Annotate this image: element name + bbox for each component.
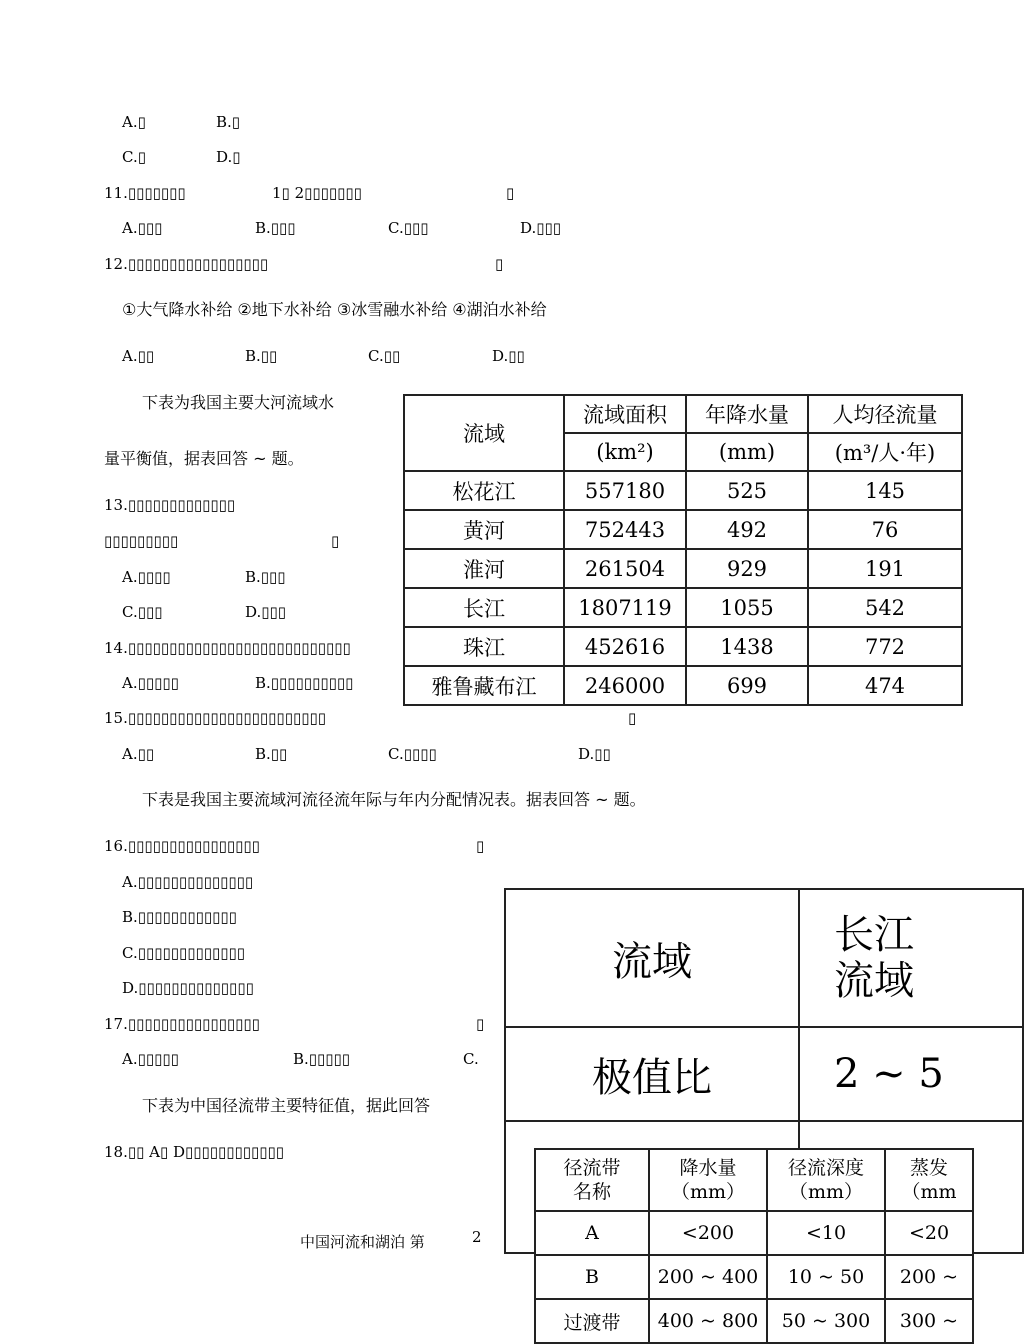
basin-runoff: 772 <box>808 627 962 666</box>
basin-area: 246000 <box>564 666 686 705</box>
q12-option-b: B.▯▯ <box>245 347 278 365</box>
q14-option-a: A.▯▯▯▯▯ <box>122 674 179 692</box>
q16-option-b: B.▯▯▯▯▯▯▯▯▯▯▯▯ <box>122 908 237 926</box>
basin-precip: 929 <box>686 549 808 588</box>
basin-precip: 1438 <box>686 627 808 666</box>
q11-option-a: A.▯▯▯ <box>122 219 163 237</box>
unit-precip: (mm) <box>686 433 808 471</box>
q13-option-b: B.▯▯▯ <box>245 568 286 586</box>
option-a: A.▯ <box>122 113 146 131</box>
table-row <box>535 1299 973 1343</box>
question-15-bracket: ▯ <box>628 709 637 727</box>
footer-title: 中国河流和湖泊 第 <box>300 1233 425 1251</box>
supply-options: ①大气降水补给 ②地下水补给 ③冰雪融水补给 ④湖泊水补给 <box>122 300 547 319</box>
basin-precip: 492 <box>686 510 808 549</box>
belt-depth: <10 <box>767 1211 885 1255</box>
basin-area: 752443 <box>564 510 686 549</box>
runoff-belt-table <box>534 1148 974 1344</box>
header-depth-line2: （mm） <box>788 1181 864 1203</box>
q11-option-c: C.▯▯▯ <box>388 219 429 237</box>
belt-precip: <200 <box>649 1211 767 1255</box>
q12-option-a: A.▯▯ <box>122 347 155 365</box>
intro-2: 下表是我国主要流域河流径流年际与年内分配情况表。据表回答 ~ 题。 <box>142 790 646 809</box>
basin-area: 261504 <box>564 549 686 588</box>
table-row <box>535 1211 973 1255</box>
cell-extreme-ratio-label: 极值比 <box>505 1027 799 1121</box>
q16-option-a: A.▯▯▯▯▯▯▯▯▯▯▯▯▯▯ <box>122 873 254 891</box>
basin-name: 珠江 <box>404 627 564 666</box>
question-13-cont: ▯▯▯▯▯▯▯▯▯ <box>104 532 179 550</box>
page-number: 2 <box>472 1228 482 1246</box>
basin-area: 1807119 <box>564 588 686 627</box>
basin-runoff: 474 <box>808 666 962 705</box>
header-basin: 流域 <box>404 395 564 471</box>
question-15: 15.▯▯▯▯▯▯▯▯▯▯▯▯▯▯▯▯▯▯▯▯▯▯▯▯ <box>104 709 326 727</box>
intro-1b: 量平衡值，据表回答 ~ 题。 <box>104 449 304 468</box>
basin-area: 557180 <box>564 471 686 510</box>
question-18: 18.▯▯ A▯ D▯▯▯▯▯▯▯▯▯▯▯▯ <box>104 1143 285 1161</box>
q15-option-a: A.▯▯ <box>122 745 155 763</box>
header-belt-line2: 名称 <box>572 1181 611 1203</box>
cell-extreme-ratio-value: 2 ~ 5 <box>799 1027 1023 1121</box>
header-evap-line1: 蒸发 <box>909 1157 948 1179</box>
header-precipitation <box>649 1149 767 1211</box>
belt-precip: 400 ~ 800 <box>649 1299 767 1343</box>
question-16-bracket: ▯ <box>476 837 485 855</box>
header-belt-line1: 径流带 <box>563 1157 621 1179</box>
basin-name: 雅鲁藏布江 <box>404 666 564 705</box>
q13-option-c: C.▯▯▯ <box>122 603 163 621</box>
belt-depth: 50 ~ 300 <box>767 1299 885 1343</box>
basin-precip: 525 <box>686 471 808 510</box>
cell-basin-label: 流域 <box>505 889 799 1027</box>
option-c: C.▯ <box>122 148 146 166</box>
table-row <box>404 510 962 549</box>
option-b: B.▯ <box>216 113 241 131</box>
q15-option-d: D.▯▯ <box>578 745 611 763</box>
q17-option-b: B.▯▯▯▯▯ <box>293 1050 351 1068</box>
header-runoff-depth <box>767 1149 885 1211</box>
q12-option-d: D.▯▯ <box>492 347 525 365</box>
question-11-bracket: ▯ <box>506 184 515 202</box>
q13-option-d: D.▯▯▯ <box>245 603 287 621</box>
header-evaporation <box>885 1149 973 1211</box>
question-13: 13.▯▯▯▯▯▯▯▯▯▯▯▯▯ <box>104 496 236 514</box>
header-precip: 年降水量 <box>686 395 808 433</box>
unit-area: (km²) <box>564 433 686 471</box>
q12-option-c: C.▯▯ <box>368 347 401 365</box>
intro-1a: 下表为我国主要大河流域水 <box>142 393 335 412</box>
option-d: D.▯ <box>216 148 241 166</box>
q13-option-a: A.▯▯▯▯ <box>122 568 171 586</box>
table-row <box>404 627 962 666</box>
header-precip-line1: 降水量 <box>679 1157 737 1179</box>
q15-option-b: B.▯▯ <box>255 745 288 763</box>
q11-option-d: D.▯▯▯ <box>520 219 562 237</box>
table-row <box>404 666 962 705</box>
table-row <box>404 588 962 627</box>
question-13-bracket: ▯ <box>331 532 340 550</box>
table-row <box>535 1255 973 1299</box>
belt-evap: 300 ~ <box>885 1299 973 1343</box>
basin-name: 淮河 <box>404 549 564 588</box>
q16-option-d: D.▯▯▯▯▯▯▯▯▯▯▯▯▯▯ <box>122 979 254 997</box>
belt-depth: 10 ~ 50 <box>767 1255 885 1299</box>
basin-runoff: 542 <box>808 588 962 627</box>
question-17: 17.▯▯▯▯▯▯▯▯▯▯▯▯▯▯▯▯ <box>104 1015 260 1033</box>
q16-option-c: C.▯▯▯▯▯▯▯▯▯▯▯▯▯ <box>122 944 246 962</box>
q11-option-b: B.▯▯▯ <box>255 219 296 237</box>
q17-option-a: A.▯▯▯▯▯ <box>122 1050 179 1068</box>
question-11: 11.▯▯▯▯▯▯▯ <box>104 184 186 202</box>
table-row <box>404 549 962 588</box>
question-11-part: 1▯ 2▯▯▯▯▯▯▯ <box>272 184 362 202</box>
q15-option-c: C.▯▯▯▯ <box>388 745 437 763</box>
basin-runoff: 76 <box>808 510 962 549</box>
basin-name: 黄河 <box>404 510 564 549</box>
basin-runoff: 145 <box>808 471 962 510</box>
intro-3: 下表为中国径流带主要特征值，据此回答 <box>142 1096 431 1115</box>
basin-water-balance-table <box>403 394 963 706</box>
header-area: 流域面积 <box>564 395 686 433</box>
basin-precip: 699 <box>686 666 808 705</box>
belt-name: A <box>535 1211 649 1255</box>
q17-option-c: C. <box>463 1050 479 1068</box>
cell-yangtze-line1: 长江 <box>834 912 914 958</box>
question-12-bracket: ▯ <box>495 255 504 273</box>
question-12: 12.▯▯▯▯▯▯▯▯▯▯▯▯▯▯▯▯▯ <box>104 255 269 273</box>
header-depth-line1: 径流深度 <box>787 1157 864 1179</box>
belt-evap: 200 ~ <box>885 1255 973 1299</box>
table-row <box>404 471 962 510</box>
cell-yangtze <box>799 889 1023 1027</box>
header-evap-line2: （mm <box>901 1181 957 1203</box>
cell-yangtze-line2: 流域 <box>834 958 914 1004</box>
q14-option-b: B.▯▯▯▯▯▯▯▯▯▯ <box>255 674 354 692</box>
basin-runoff: 191 <box>808 549 962 588</box>
unit-runoff: (m³/人·年) <box>808 433 962 471</box>
question-14: 14.▯▯▯▯▯▯▯▯▯▯▯▯▯▯▯▯▯▯▯▯▯▯▯▯▯▯▯ <box>104 639 351 657</box>
basin-name: 长江 <box>404 588 564 627</box>
header-runoff: 人均径流量 <box>808 395 962 433</box>
basin-precip: 1055 <box>686 588 808 627</box>
basin-area: 452616 <box>564 627 686 666</box>
belt-name: 过渡带 <box>535 1299 649 1343</box>
belt-evap: <20 <box>885 1211 973 1255</box>
belt-name: B <box>535 1255 649 1299</box>
question-16: 16.▯▯▯▯▯▯▯▯▯▯▯▯▯▯▯▯ <box>104 837 260 855</box>
basin-name: 松花江 <box>404 471 564 510</box>
header-belt <box>535 1149 649 1211</box>
question-17-bracket: ▯ <box>476 1015 485 1033</box>
belt-precip: 200 ~ 400 <box>649 1255 767 1299</box>
header-precip-line2: （mm） <box>670 1181 746 1203</box>
